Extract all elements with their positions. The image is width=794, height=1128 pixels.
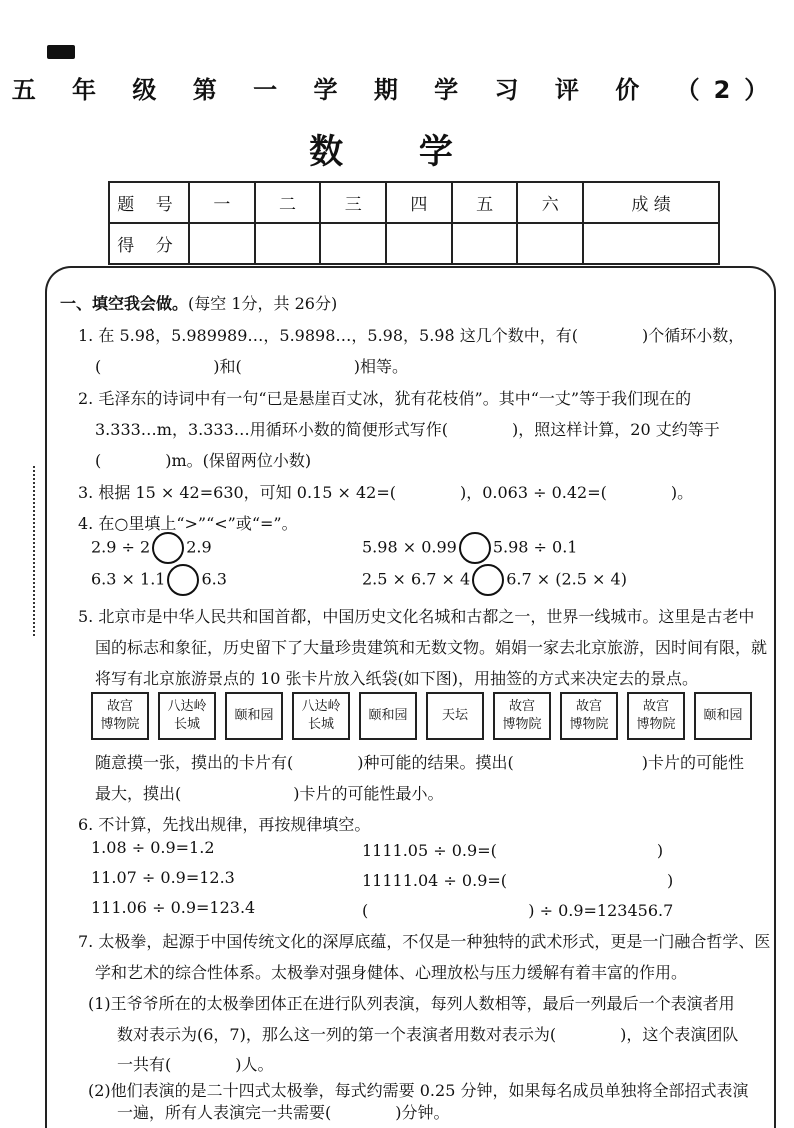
score-input-cell[interactable] (320, 223, 386, 264)
card-text: 八达岭 (301, 699, 341, 714)
score-table (108, 181, 720, 265)
q5-line3: 将写有北京旅游景点的 10 张卡片放入纸袋(如下图)，用抽签的方式来决定去的景点。 (95, 669, 699, 688)
card-text: 长城 (307, 717, 334, 732)
q6-a: 1.08 ÷ 0.9=1.2 (91, 838, 215, 857)
card (493, 692, 551, 740)
section-title: 一、填空我会做。 (60, 294, 189, 313)
score-input-cell[interactable] (452, 223, 518, 264)
q7-line3: (1)王爷爷所在的太极拳团体正在进行队列表演，每列人数相等，最后一列最后一个表演者用 (88, 994, 735, 1013)
score-input-cell[interactable] (517, 223, 583, 264)
card-text: 颐和园 (703, 708, 743, 723)
compare-circle-a[interactable] (152, 532, 184, 564)
q4-item-b (362, 532, 577, 564)
card (91, 692, 149, 740)
q4-a-right: 2.9 (186, 537, 212, 557)
compare-circle-d[interactable] (472, 564, 504, 596)
page-title: 五 年 级 第 一 学 期 学 习 评 价 （2） (11, 76, 783, 104)
card (694, 692, 752, 740)
card-text: 八达岭 (167, 699, 207, 714)
score-input-cell[interactable] (583, 223, 719, 264)
card-text: 故宫 (642, 699, 669, 714)
q6-line1: 6. 不计算，先找出规律，再按规律填空。 (78, 815, 371, 834)
compare-circle-b[interactable] (459, 532, 491, 564)
q4-item-c (91, 564, 227, 596)
score-cell: 一 (189, 182, 255, 223)
q4-c-right: 6.3 (201, 569, 227, 589)
q2-line3: ( )m。(保留两位小数) (95, 451, 312, 470)
q2-line1: 2. 毛泽东的诗词中有一句“已是悬崖百丈冰，犹有花枝俏”。其中“一丈”等于我们现在的 (78, 389, 692, 408)
card (627, 692, 685, 740)
card (225, 692, 283, 740)
q1-line1: 1. 在 5.98̇，5.989989…，5.9898…，5.98，5.9̇8̇ 这几个数中，有( )个循环小数， (78, 326, 745, 345)
card (292, 692, 350, 740)
card-text: 故宫 (575, 699, 602, 714)
card-text: 故宫 (508, 699, 535, 714)
q6-d: 11111.04 ÷ 0.9=( ) (362, 871, 674, 890)
score-cell: 五 (452, 182, 518, 223)
q5-line4: 随意摸一张，摸出的卡片有( )种可能的结果。摸出( )卡片的可能性 (95, 753, 744, 772)
card-text: 博物院 (100, 717, 140, 732)
score-table-header-row (109, 182, 719, 223)
q1-line2: ( )和( )相等。 (95, 357, 408, 376)
corner-mark (47, 45, 75, 59)
card-text: 博物院 (502, 717, 542, 732)
q4-a-left: 2.9 ÷ 2 (91, 537, 151, 557)
q7-line1: 7. 太极拳，起源于中国传统文化的深厚底蕴，不仅是一种独特的武术形式，更是一门融合哲学、医 (78, 932, 771, 951)
card (560, 692, 618, 740)
q4-item-d (362, 564, 627, 596)
card-text: 天坛 (441, 708, 468, 723)
card-text: 颐和园 (368, 708, 408, 723)
q6-c: 11.07 ÷ 0.9=12.3 (91, 868, 235, 887)
q7-line6: (2)他们表演的是二十四式太极拳，每式约需要 0.25 分钟，如果每名成员单独将全部招式表演 (88, 1081, 749, 1100)
q4-line1: 4. 在○里填上“>”“<”或“=”。 (78, 514, 298, 533)
q6-b: 1111.05 ÷ 0.9=( ) (362, 841, 664, 860)
score-input-cell[interactable] (255, 223, 321, 264)
card-text: 故宫 (106, 699, 133, 714)
card-text: 颐和园 (234, 708, 274, 723)
card (359, 692, 417, 740)
card-text: 长城 (173, 717, 200, 732)
q7-line2: 学和艺术的综合性体系。太极拳对强身健体、心理放松与压力缓解有着丰富的作用。 (95, 963, 688, 982)
card (158, 692, 216, 740)
q2-line2: 3.333…m，3.333…用循环小数的简便形式写作( )，照这样计算，20 丈约等于 (95, 420, 720, 439)
score-cell: 三 (320, 182, 386, 223)
q4-item-a (91, 532, 212, 564)
score-cell: 二 (255, 182, 321, 223)
compare-circle-c[interactable] (167, 564, 199, 596)
q4-d-left: 2.5 × 6.7 × 4 (362, 569, 471, 589)
q4-c-left: 6.3 × 1.1 (91, 569, 166, 589)
score-input-cell[interactable] (386, 223, 452, 264)
q4-b-right: 5.98 ÷ 0.1 (492, 537, 578, 557)
q5-line5: 最大，摸出( )卡片的可能性最小。 (95, 784, 444, 803)
score-cell: 成 绩 (583, 182, 719, 223)
q6-e: 111.06 ÷ 0.9=123.4 (91, 898, 256, 917)
section-heading (60, 291, 337, 314)
score-cell: 六 (517, 182, 583, 223)
q7-line5: 一共有( )人。 (117, 1055, 274, 1074)
q3-line1: 3. 根据 15 × 42=630，可知 0.15 × 42=( )，0.063 ÷ 0.42=( )。 (78, 483, 694, 502)
q5-line1: 5. 北京市是中华人民共和国首都，中国历史文化名城和古都之一，世界一线城市。这里是古老中 (78, 607, 755, 626)
subject-title: 数 学 (309, 132, 485, 172)
q6-f: ( ) ÷ 0.9=123456.7 (362, 901, 674, 920)
card-row (91, 692, 759, 742)
card-text: 博物院 (636, 717, 676, 732)
score-input-cell[interactable] (189, 223, 255, 264)
score-cell: 四 (386, 182, 452, 223)
section-note: (每空 1分，共 26分) (188, 294, 338, 313)
card-text: 博物院 (569, 717, 609, 732)
score-table-score-row (109, 223, 719, 264)
score-label: 得 分 (109, 223, 189, 264)
q7-line7: 一遍，所有人表演完一共需要( )分钟。 (117, 1103, 450, 1122)
binding-line (33, 466, 35, 636)
card (426, 692, 484, 740)
score-cell: 题 号 (109, 182, 189, 223)
q4-b-left: 5.98 × 0.99 (362, 537, 457, 557)
q4-d-right: 6.7 × (2.5 × 4) (506, 569, 627, 589)
q5-line2: 国的标志和象征，历史留下了大量珍贵建筑和无数文物。娟娟一家去北京旅游，因时间有限，就 (95, 638, 768, 657)
q7-line4: 数对表示为(6，7)，那么这一列的第一个表演者用数对表示为( )，这个表演团队 (117, 1025, 739, 1044)
